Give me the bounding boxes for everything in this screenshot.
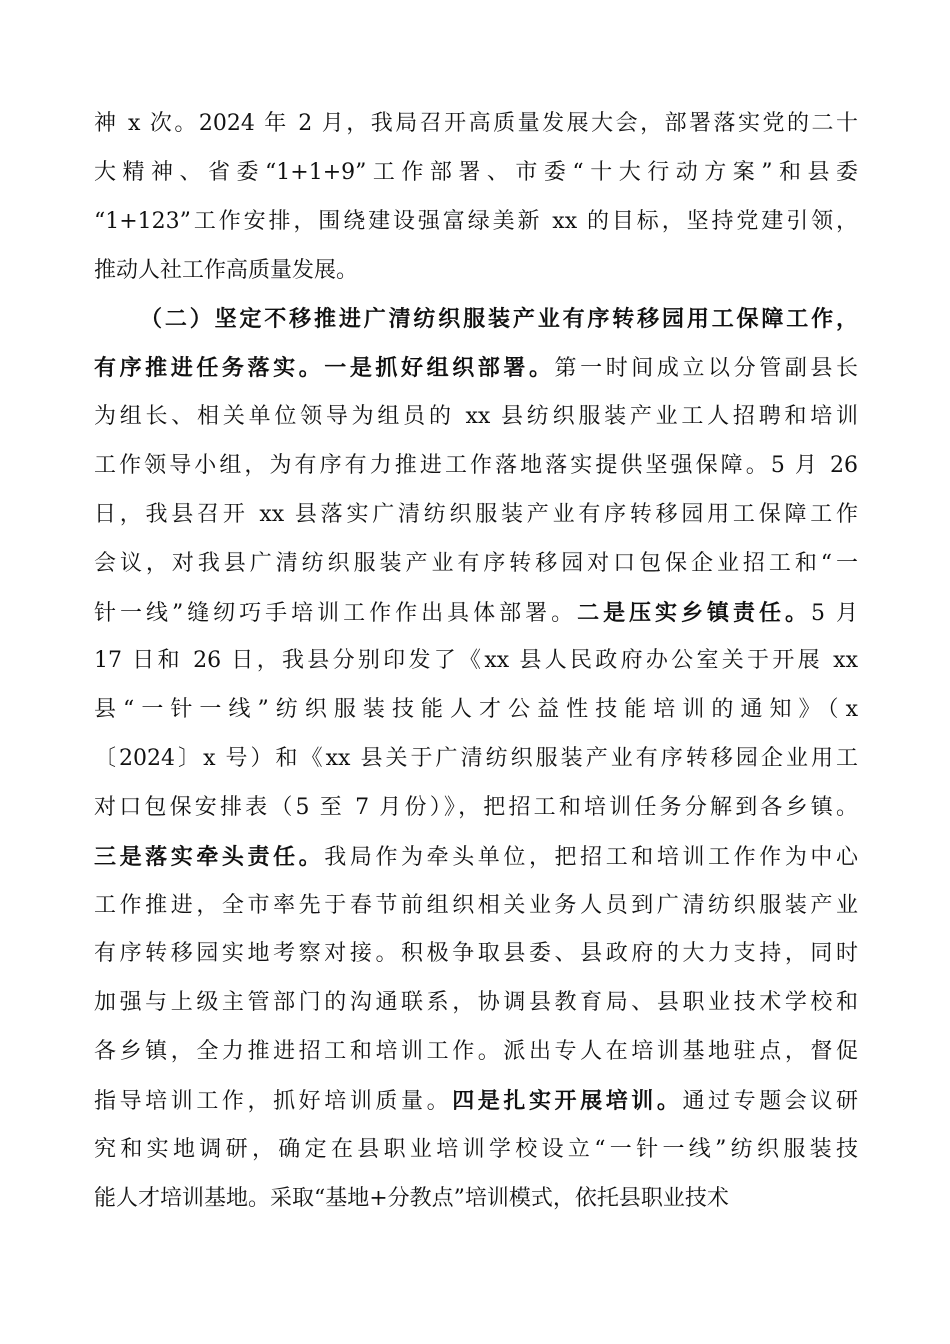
text-segment: 县“一针一线”纺织服装技能人才公益性技能培训的通知》（x	[94, 697, 858, 723]
text-segment: 会议，对我县广清纺织服装产业有序转移园对口包保企业招工和“一	[94, 550, 858, 576]
text-segment: 大精神、省委“1+1+9”工作部署、市委“十大行动方案”和县委	[94, 159, 858, 185]
text-line	[94, 1130, 858, 1170]
text-segment: 工作推进，全市率先于春节前组织相关业务人员到广清纺织服装产业	[94, 892, 858, 918]
text-segment: 推动人社工作高质量发展。	[94, 257, 359, 283]
text-segment: 〔2024〕x 号）和《xx 县关于广清纺织服装产业有序转移园企业用工	[94, 746, 858, 772]
text-line	[94, 202, 858, 242]
text-line	[94, 251, 858, 291]
text-segment: 有序转移园实地考察对接。积极争取县委、县政府的大力支持，同时	[94, 941, 858, 967]
text-segment: 工作领导小组，为有序有力推进工作落地落实提供坚强保障。5 月 26	[94, 452, 858, 478]
text-line	[94, 1032, 858, 1072]
text-line	[94, 153, 858, 193]
text-line	[94, 593, 858, 633]
text-segment: 能人才培训基地。采取“基地+分教点”培训模式，依托县职业技术	[94, 1185, 729, 1211]
bold-text-segment: 三是落实牵头责任。	[94, 843, 325, 870]
text-segment: 究和实地调研，确定在县职业培训学校设立“一针一线”纺织服装技	[94, 1136, 858, 1162]
text-line	[94, 739, 858, 779]
text-line	[94, 641, 858, 681]
text-line	[94, 397, 858, 437]
text-line	[94, 934, 858, 974]
text-segment: 对口包保安排表（5 至 7 月份）》，把招工和培训任务分解到各乡镇。	[94, 794, 858, 820]
text-segment: 我局作为牵头单位，把招工和培训工作作为中心	[324, 844, 858, 870]
bold-text-segment: （二）坚定不移推进广清纺织服装产业有序转移园用工保障工作，	[140, 306, 858, 333]
text-segment: 加强与上级主管部门的沟通联系，协调县教育局、县职业技术学校和	[94, 990, 858, 1016]
text-segment: 5 月	[811, 600, 858, 626]
text-line	[140, 299, 858, 339]
text-segment: “1+123”工作安排，围绕建设强富绿美新 xx 的目标，坚持党建引领，	[94, 208, 858, 234]
text-segment: 神 x 次。2024 年 2 月，我局召开高质量发展大会，部署落实党的二十	[94, 111, 858, 136]
text-line	[94, 1081, 858, 1121]
text-line	[94, 348, 858, 388]
text-segment: 为组长、相关单位领导为组员的 xx 县纺织服装产业工人招聘和培训	[94, 404, 858, 430]
bold-text-segment: 二是压实乡镇责任。	[577, 599, 811, 626]
text-segment: 日，我县召开 xx 县落实广清纺织服装产业有序转移园用工保障工作	[94, 501, 858, 527]
text-line	[94, 495, 858, 535]
text-segment: 各乡镇，全力推进招工和培训工作。派出专人在培训基地驻点，督促	[94, 1039, 858, 1065]
text-segment: 第一时间成立以分管副县长	[554, 356, 858, 382]
bold-text-segment: 四是扎实开展培训。	[452, 1088, 683, 1114]
text-line	[94, 544, 858, 584]
text-line	[94, 690, 858, 730]
text-segment: 17 日和 26 日，我县分别印发了《xx 县人民政府办公室关于开展 xx	[94, 648, 858, 674]
text-line	[94, 104, 858, 144]
text-line	[94, 446, 858, 486]
text-segment: 通过专题会议研	[682, 1089, 858, 1114]
text-line	[94, 983, 858, 1023]
text-line	[94, 886, 858, 926]
text-segment: 针一线”缝纫巧手培训工作作出具体部署。	[94, 600, 578, 626]
text-line	[94, 788, 858, 828]
bold-text-segment: 有序推进任务落实。一是抓好组织部署。	[94, 355, 555, 382]
text-line	[94, 837, 858, 877]
text-segment: 指导培训工作，抓好培训质量。	[94, 1089, 453, 1114]
text-line	[94, 1179, 858, 1219]
